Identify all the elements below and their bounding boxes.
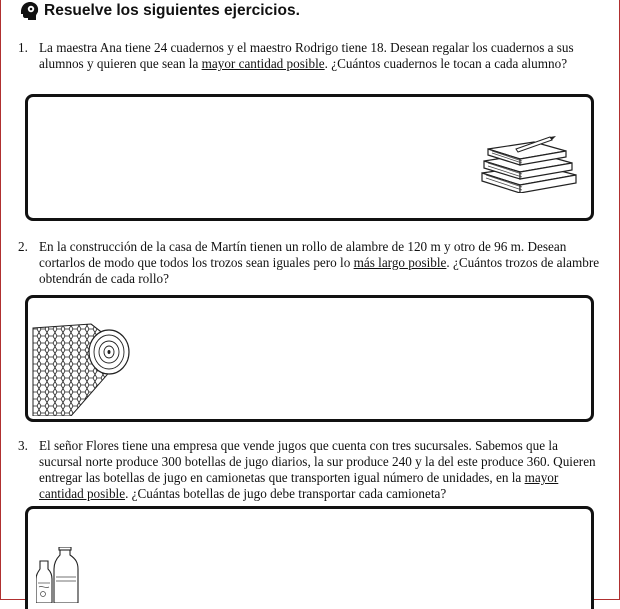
head-gears-icon — [18, 1, 40, 21]
exercise-number: 2. — [18, 239, 28, 254]
underlined-phrase: más largo posible — [353, 255, 447, 270]
wire-mesh-roll-icon — [31, 322, 131, 416]
worksheet-title: Resuelve los siguientes ejercicios. — [44, 2, 300, 19]
answer-box-2[interactable] — [25, 295, 594, 422]
exercise-2 — [18, 239, 604, 287]
exercise-1 — [18, 40, 604, 72]
worksheet-header — [18, 0, 300, 22]
exercise-text: En la construcción de la casa de Martín tienen un rollo de alambre de 120 m y otro de 96 m. Desean cortarlos de modo que todos los trozos sean iguales pero lo más largo posible. ¿Cuántos trozos de alambre obtendrán de cada rollo? — [39, 239, 600, 286]
exercise-text: El señor Flores tiene una empresa que vende jugos que cuenta con tres sucursales. Sabemos que la sucursal norte produce 300 botellas de jugo diarios, la sur produce 240 y la del este produce 360. Quieren entregar las botellas de jugo en camionetas que transporten igual número de unidades, en la mayor cantidad posible. ¿Cuántas botellas de jugo debe transportar cada camioneta? — [39, 438, 596, 501]
answer-box-3[interactable] — [25, 506, 594, 609]
exercise-3 — [18, 438, 604, 502]
exercise-text: La maestra Ana tiene 24 cuadernos y el maestro Rodrigo tiene 18. Desean regalar los cuadernos a sus alumnos y quieren que sean la mayor cantidad posible. ¿Cuántos cuadernos le tocan a cada alumno? — [39, 40, 574, 71]
exercise-number: 3. — [18, 438, 28, 453]
underlined-phrase: mayor cantidad posible — [201, 56, 325, 71]
underlined-phrase: mayor cantidad posible — [39, 470, 559, 501]
notebooks-stack-icon — [476, 135, 580, 193]
exercise-number: 1. — [18, 40, 28, 55]
juice-bottles-icon — [36, 547, 84, 603]
answer-box-1[interactable] — [25, 94, 594, 221]
